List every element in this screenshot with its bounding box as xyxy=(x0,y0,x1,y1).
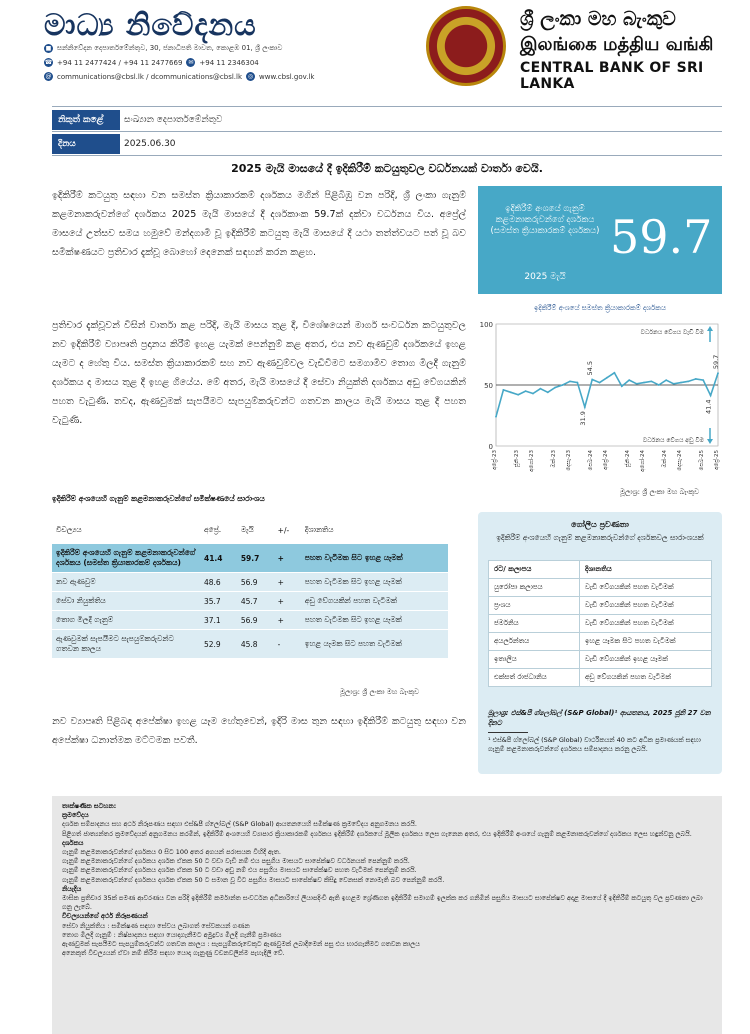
table-header-row xyxy=(52,516,448,544)
cell-may: 56.9 xyxy=(240,577,258,587)
data-point xyxy=(599,382,601,384)
tech-subheading: නියැදිය xyxy=(62,884,82,893)
table-row xyxy=(489,651,712,669)
email-line xyxy=(44,72,314,81)
col-direction: දිශානතිය xyxy=(301,516,448,544)
cell-region: ඉතාලිය xyxy=(489,651,580,669)
global-source: මූලාශ්‍ර: එස්&පී ග්ලෝබල් (S&P Global)¹ ආයතනය, 2025 ජූනි 27 වන දිනට xyxy=(488,709,711,727)
date-label: දිනය xyxy=(52,134,120,154)
web-icon: ◎ xyxy=(247,73,254,80)
tech-text: අනෙකුත් විචල්‍යයන් ඒවා නම් කිරීම සඳහා යොදා ගැනුණු වචනවලින්ම පැහැදිලි වේ. xyxy=(62,949,285,958)
cell-direction: වැඩි වේගයකින් පහත වැටීමක් xyxy=(580,615,712,633)
table-row xyxy=(489,579,712,597)
pmi-box-month: 2025 මැයි xyxy=(524,272,566,282)
data-point xyxy=(510,391,512,393)
cell-change: - xyxy=(277,639,281,649)
pmi-box-label: ඉදිකිරීම් අංශයේ ගැනුම් කළමනාකරුවන්ගේ දර්ශකය (සමස්ත ක්‍රියාකාරකම් දර්ශකය) xyxy=(490,204,600,236)
global-title: ගෝලීය ප්‍රවණතා xyxy=(571,520,629,529)
x-tick-label: ඔක්-24 xyxy=(662,450,669,468)
cell-change: + xyxy=(277,596,284,606)
survey-summary-table xyxy=(52,516,448,659)
data-label: 31.9 xyxy=(578,411,587,426)
data-label: 54.5 xyxy=(586,361,595,376)
data-point xyxy=(702,379,704,381)
cell-variable: ඉදිකිරීම් අංශයෙහි ගැනුම් කළමනාකරුවන්ගේ දර්ශකය (සමස්ත ක්‍රියාකාරකම් දර්ශකය) xyxy=(56,548,196,567)
data-point xyxy=(562,384,564,386)
table-row xyxy=(52,630,448,659)
tech-text: ඇණවුමක් සැපයීමට සැපයුම්කරුවන්ට ගතවන කාලය : සැපයුම්කරුවෙකුට ඇණවුමක් ලබාදීමෙන් පසු එය භාරගැනීමට ගතවන කාලය xyxy=(62,940,420,949)
pmi-highlight-box xyxy=(478,186,722,294)
col-may: මැයි xyxy=(237,516,274,544)
data-point xyxy=(591,379,593,381)
x-tick-label: අප්‍රේ-23 xyxy=(492,450,498,470)
data-point xyxy=(554,387,556,389)
cell-change: + xyxy=(277,577,284,587)
table-row xyxy=(489,669,712,687)
tech-text: තොග මිලදී ගැනුම් : නිෂ්පාදනය සඳහා යොදාගැනීමට අමුද්‍රව්‍ය මිලදී ගැනීම් ප්‍රමාණය xyxy=(62,930,282,939)
table-row xyxy=(52,573,448,592)
table-row xyxy=(489,597,712,615)
fax-icon: ✉ xyxy=(188,59,194,66)
down-arrow-head-icon xyxy=(707,439,713,444)
data-point xyxy=(658,384,660,386)
cell-variable: නව ඇණවුම් xyxy=(56,577,96,586)
up-arrow-head-icon xyxy=(707,326,713,331)
data-point xyxy=(540,388,542,390)
upper-note: වර්ධනය වේගය වැඩි වීම xyxy=(640,329,704,336)
x-tick-label: දෙසැ-24 xyxy=(677,450,683,471)
global-footnote: ¹ එස්&පී ග්ලෝබල් (S&P Global) වාර්ථිකයන් 40 කට අධික ප්‍රමාණයක් සඳහා ගැනුම් කළමනාකරුවන්ගේ දර්ශකය සම්පාදනය කරනු ලබයි. xyxy=(488,736,701,753)
data-point xyxy=(614,372,616,374)
data-point xyxy=(651,380,653,382)
technical-notes xyxy=(52,796,722,1034)
col-region: රට/ කලාපය xyxy=(489,561,580,579)
tech-subheading: ක්‍රමවේදය xyxy=(62,811,89,820)
data-point xyxy=(577,382,579,384)
issued-by-value: සංඛ්‍යාන දෙපාර්තමේන්තුව xyxy=(124,115,223,125)
cell-may: 56.9 xyxy=(240,615,258,625)
building-icon: ■ xyxy=(45,45,52,52)
survey-source: මූලාශ්‍ර: ශ්‍රී ලංකා මහ බැංකුව xyxy=(340,688,420,696)
pmi-box-value: 59.7 xyxy=(610,210,713,264)
data-point xyxy=(606,377,608,379)
paragraph-2: ප්‍රතිචාර දැක්වූවන් විසින් වාර්තා කළ පරිදි, මැයි මාසය තුළ දී, විශේෂයෙන් මාර්ග සංවර්ධන කටයුතුවල නව ඉදිකිරීම් ව්‍යාපෘති ප්‍රදානය කිරීම් ඉහළ යැමක් පෙන්නුම් කළ අතර, එය නව ඇණවුම් දර්ශකයේ ඉහළ යැමට ද හේතු විය. සමස්ත ක්‍රියාකාරකම් සහ නව ඇණවුම්වල වැඩිවීමට සමගාමීව තොග මිලදී ගැනුම් දර්ශකය ද මාසය තුළ දී ඉහළ ගියේය. මේ අතර, මැයි මාසයේ දී සේවා නියුක්ති දර්ශකය අඩු වේගයකින් පහත වැටුණි. තවද, ඇණවුමක් සැපයීමට සැපයුම්කරුවන්ට ගතවන කාලය මැයි මාසය තුළ දී පහත වැටුණි. xyxy=(52,320,466,426)
data-label: 41.4 xyxy=(704,399,713,414)
y-tick-label: 0 xyxy=(488,443,493,451)
data-point xyxy=(665,379,667,381)
cell-april: 37.1 xyxy=(204,615,221,625)
table-row xyxy=(52,592,448,611)
data-point xyxy=(495,416,497,418)
data-point xyxy=(717,372,719,374)
tech-text: පිළිගත් ජාත්‍යන්තර ක්‍රමවේදයන් අනුගමනය කරමින්, ඉදිකිරීම් අංශයෙහි ව්‍යාපාර ක්‍රියාකාරකම් දර්ශකය ඉදිකිරීම් දර්ශකයේ මූලික දර්ශකය ලෙස ගැනෙන අතර, එය ඉදිකිරීම් අංශයේ ගැනුම් කළමනාකරුවන්ගේ දර්ශකය ලෙස හඳුන්වනු ලබයි. xyxy=(62,829,692,838)
x-tick-label: පෙබ-24 xyxy=(588,450,595,471)
x-tick-label: ඔක්-23 xyxy=(551,450,558,468)
lower-note: වර්ධනය වේගය අඩු වීම xyxy=(642,437,704,444)
col-change: +/- xyxy=(274,516,301,544)
pmi-line-chart xyxy=(478,316,722,486)
headline: 2025 මැයි මාසයේ දී ඉදිකිරීම් කටයුතුවල වර්ධනයක් වාර්තා වෙයි. xyxy=(231,162,543,175)
cell-direction: අඩු වේගයකින් පහත වැටීමක් xyxy=(580,669,712,687)
x-tick-label: ජූනි-24 xyxy=(625,450,632,468)
cell-april: 35.7 xyxy=(204,596,221,606)
tech-text: ගැනුම් කළමනාකරුවන්ගේ දර්ශකය දර්ශක ඒකක 50 ට වඩා අඩු නම් එය පසුගිය මාසයට සාපේක්ෂව පහත වැටීමක් පෙන්නුම් කරයි. xyxy=(62,866,417,875)
cbsl-seal-logo xyxy=(426,6,506,86)
col-direction: දිශානතිය xyxy=(580,561,712,579)
bank-name-tamil: இலங்கை மத்திய வங்கி xyxy=(520,34,714,55)
tech-subheading: දර්ශකය xyxy=(62,838,84,847)
cell-direction: වැඩි වේගයකින් පහත වැටීමක් xyxy=(580,579,712,597)
data-point xyxy=(547,391,549,393)
y-tick-label: 50 xyxy=(484,382,493,390)
cell-variable: සේවා නියුක්තිය xyxy=(56,596,106,605)
data-point xyxy=(636,383,638,385)
cell-direction: අඩු වේගයකින් පහත වැටීමක් xyxy=(304,596,397,605)
data-point xyxy=(584,406,586,408)
col-april: අප්‍රේ. xyxy=(200,516,237,544)
email-icon: @ xyxy=(45,73,52,80)
meta-divider xyxy=(52,155,722,156)
table-row xyxy=(489,615,712,633)
data-point xyxy=(688,380,690,382)
data-point xyxy=(517,394,519,396)
data-point xyxy=(503,389,505,391)
meta-divider xyxy=(52,131,722,132)
data-point xyxy=(710,395,712,397)
cell-change: + xyxy=(277,553,284,563)
table-row xyxy=(52,611,448,630)
data-point xyxy=(680,382,682,384)
issued-by-label: නිකුත් කළේ xyxy=(52,110,120,130)
global-trends-box xyxy=(478,512,722,774)
cell-direction: ඉහළ යෑමක සිට පහත වැටීමක් xyxy=(304,639,402,648)
footnote-divider xyxy=(488,732,528,733)
tech-subheading: විචල්‍යයන්ගේ අර්ථ නිරූපණයන් xyxy=(62,912,148,921)
cell-direction: පහත වැටීමක සිට ඉහළ යෑමක් xyxy=(304,553,403,562)
web-link[interactable]: www.cbsl.gov.lk xyxy=(259,72,315,81)
table-header-row xyxy=(489,561,712,579)
y-tick-label: 100 xyxy=(479,321,493,329)
data-point xyxy=(525,390,527,392)
cell-direction: ඉහළ යෑමක සිට පහත වැටීමක් xyxy=(580,633,712,651)
cell-region: යුරෝපා කලාපය xyxy=(489,579,580,597)
tech-text: මාසික ප්‍රතිචාර 35ක් පමණ ආවරණය වන පරිදි ඉදිකිරීම් කර්මාන්ත සංවර්ධන අධිකාරියේ ලියාපදිංචි ඇති ඉහළම ශ්‍රේණිගත ඉදිකිරීම් සමාගම් ඉලක්ක කර ගනිමින් පසුගිය මාසයට සාපේක්ෂව අදාළ මාසයේ දී ඉදිකිරීම් කටයුතු වල ප්‍රවණතා ලබා ගනු ලැබේ. xyxy=(62,894,703,912)
cell-variable: ඇණවුමක් සැපයීමට සැපයුම්කරුවන්ට ගතවන කාලය xyxy=(56,634,174,653)
cell-direction: පහත වැටීමක සිට ඉහළ යෑමක් xyxy=(304,615,402,624)
address-line: ■ සන්නිවේදන දෙපාර්තමේන්තුව, 30, ජනාධිපති මාවත, කොළඹ 01, ශ්‍රී ලංකාව xyxy=(45,44,283,52)
tech-text: ගැනුම් කළමනාකරුවන්ගේ දර්ශකය 0 සිට 100 අතර අගයන් පරාසයක විහිදී ඇත. xyxy=(62,848,282,857)
tech-text: දර්ශක සම්පාදනය සහ අර්ථ නිරූපණය සඳහා එස්&පී ග්ලෝබල් (S&P Global) ආයතනයෙහි සමීක්ෂණ ක්‍රමවේදය අනුගමනය කරයි. xyxy=(62,820,417,829)
cell-variable: තොග මිලදී ගැනුම් xyxy=(56,615,114,624)
x-tick-label: අප්‍රේ-25 xyxy=(714,450,720,470)
data-point xyxy=(643,382,645,384)
col-variable: විචල්‍යය xyxy=(52,516,200,544)
x-tick-label: අගෝ-23 xyxy=(529,450,535,472)
cell-direction: වැඩි වේගයකින් ඉහළ යෑමක් xyxy=(580,651,712,669)
survey-table-title: ඉදිකිරීම් අංශයෙහි ගැනුම් කළමනාකරුවන්ගේ සමීක්ෂණයේ සාරාංශය xyxy=(52,494,265,503)
cell-region: අයර්ලන්තය xyxy=(489,633,580,651)
cell-region: ජර්මනිය xyxy=(489,615,580,633)
data-point xyxy=(569,380,571,382)
global-subtitle: ඉදිකිරීම් අංශයෙහි ගැනුම් කළමනාකරුවන්ගේ දර්ශකවල සාරාංශයක් xyxy=(496,533,704,542)
x-tick-label: ජූනි-23 xyxy=(514,450,521,468)
paragraph-1: ඉදිකිරීම් කටයුතු සඳහා වන සමස්ත ක්‍රියාකාරකම් දර්ශකය මගින් පිළිබිඹු වන පරිදි, ශ්‍රී ලංකා ගැනුම් කළමනාකරුවන්ගේ දර්ශකය 2025 මැයි මාසයේ දී දර්ශකාංක 59.7ක් දක්වා වර්ධනය විය. අප්‍රේල් මාසයේ උත්සව සමය හමුවේ මන්දගාමී වූ ඉදිකිරීම් කටයුතු මැයි මාසයේ දී යථා තත්ත්වයට පත් වූ බව සමීක්ෂණයට ප්‍රතිචාර දැක්වූ බොහෝ දෙනෙක් සඳහන් කරන කළහ. xyxy=(52,190,466,258)
meta-divider xyxy=(52,106,722,107)
table-row xyxy=(52,544,448,573)
data-point xyxy=(673,383,675,385)
cell-change: + xyxy=(277,615,284,625)
series-line xyxy=(496,373,718,417)
email-link[interactable]: communications@cbsl.lk / dcommunications@cbsl.lk xyxy=(57,72,243,81)
chart-source: මූලාශ්‍ර: ශ්‍රී ලංකා මහ බැංකුව xyxy=(620,488,700,496)
paragraph-3: නව ව්‍යාපෘති පිළිබඳ අපේක්ෂා ඉහළ යෑම හේතුවෙන්, ඉදිරි මාස තුන සඳහා ඉදිකිරීම් කටයුතු සඳහා වන අපේක්ෂා ධනාත්මක මට්ටමක පවතී. xyxy=(52,716,466,746)
tech-text: ගැනුම් කළමනාකරුවන්ගේ දර්ශකය දර්ශක ඒකක 50 ට වඩා වැඩි නම් එය පසුගිය මාසයට සාපේක්ෂව වර්ධනයක් පෙන්නුම් කරයි. xyxy=(62,857,410,866)
x-tick-label: පෙබ-25 xyxy=(699,450,706,471)
data-label: 59.7 xyxy=(712,354,720,370)
chart-title: ඉදිකිරීම් අංශයේ සමස්ත ක්‍රියාකාරකම් දර්ශකය xyxy=(533,304,667,312)
cell-direction: පහත වැටීමක සිට ඉහළ යෑමක් xyxy=(304,577,402,586)
table-row xyxy=(489,633,712,651)
data-point xyxy=(628,379,630,381)
cell-april: 41.4 xyxy=(204,553,223,563)
global-trends-table xyxy=(488,560,712,687)
cell-april: 52.9 xyxy=(204,639,221,649)
tech-text: ගැනුම් කළමනාකරුවන්ගේ දර්ශකය දර්ශක ඒකක 50 ට සමාන වූ විට පසුගිය මාසයට සාපේක්ෂව කිසිදු වෙනසක් නොමැති බව පෙන්නුම් කරයි. xyxy=(62,875,445,884)
bank-name-english: CENTRAL BANK OF SRI LANKA xyxy=(520,60,704,92)
date-value: 2025.06.30 xyxy=(124,139,176,149)
cell-may: 45.8 xyxy=(240,639,258,649)
x-tick-label: අප්‍රේ-24 xyxy=(603,450,609,470)
cell-direction: වැඩි වේගයකින් පහත වැටීමක් xyxy=(580,597,712,615)
data-point xyxy=(695,378,697,380)
tech-heading: තාක්ෂණික සටහන: xyxy=(62,802,117,810)
cell-region: ප්‍රංශය xyxy=(489,597,580,615)
cell-region: එක්සත් රාජධානිය xyxy=(489,669,580,687)
data-point xyxy=(621,385,623,387)
x-tick-label: දෙසැ-23 xyxy=(566,450,572,471)
phone-line: ☎ +94 11 2477424 / +94 11 2477669 ✉ +94 11 2346304 xyxy=(44,58,259,67)
press-release-title: මාධ්‍ය නිවේදනය xyxy=(44,8,257,43)
tech-text: සේවා නියුක්තිය : සමීක්ෂණ සඳහා සේවය ලබාගත් සේවකයන් ගණන xyxy=(62,921,250,930)
data-point xyxy=(532,393,534,395)
bank-name-sinhala: ශ්‍රී ලංකා මහ බැංකුව xyxy=(520,8,676,30)
phone-icon: ☎ xyxy=(44,59,53,66)
x-tick-label: අගෝ-24 xyxy=(640,450,646,472)
cell-may: 59.7 xyxy=(240,553,260,563)
cell-april: 48.6 xyxy=(204,577,221,587)
cell-may: 45.7 xyxy=(240,596,258,606)
